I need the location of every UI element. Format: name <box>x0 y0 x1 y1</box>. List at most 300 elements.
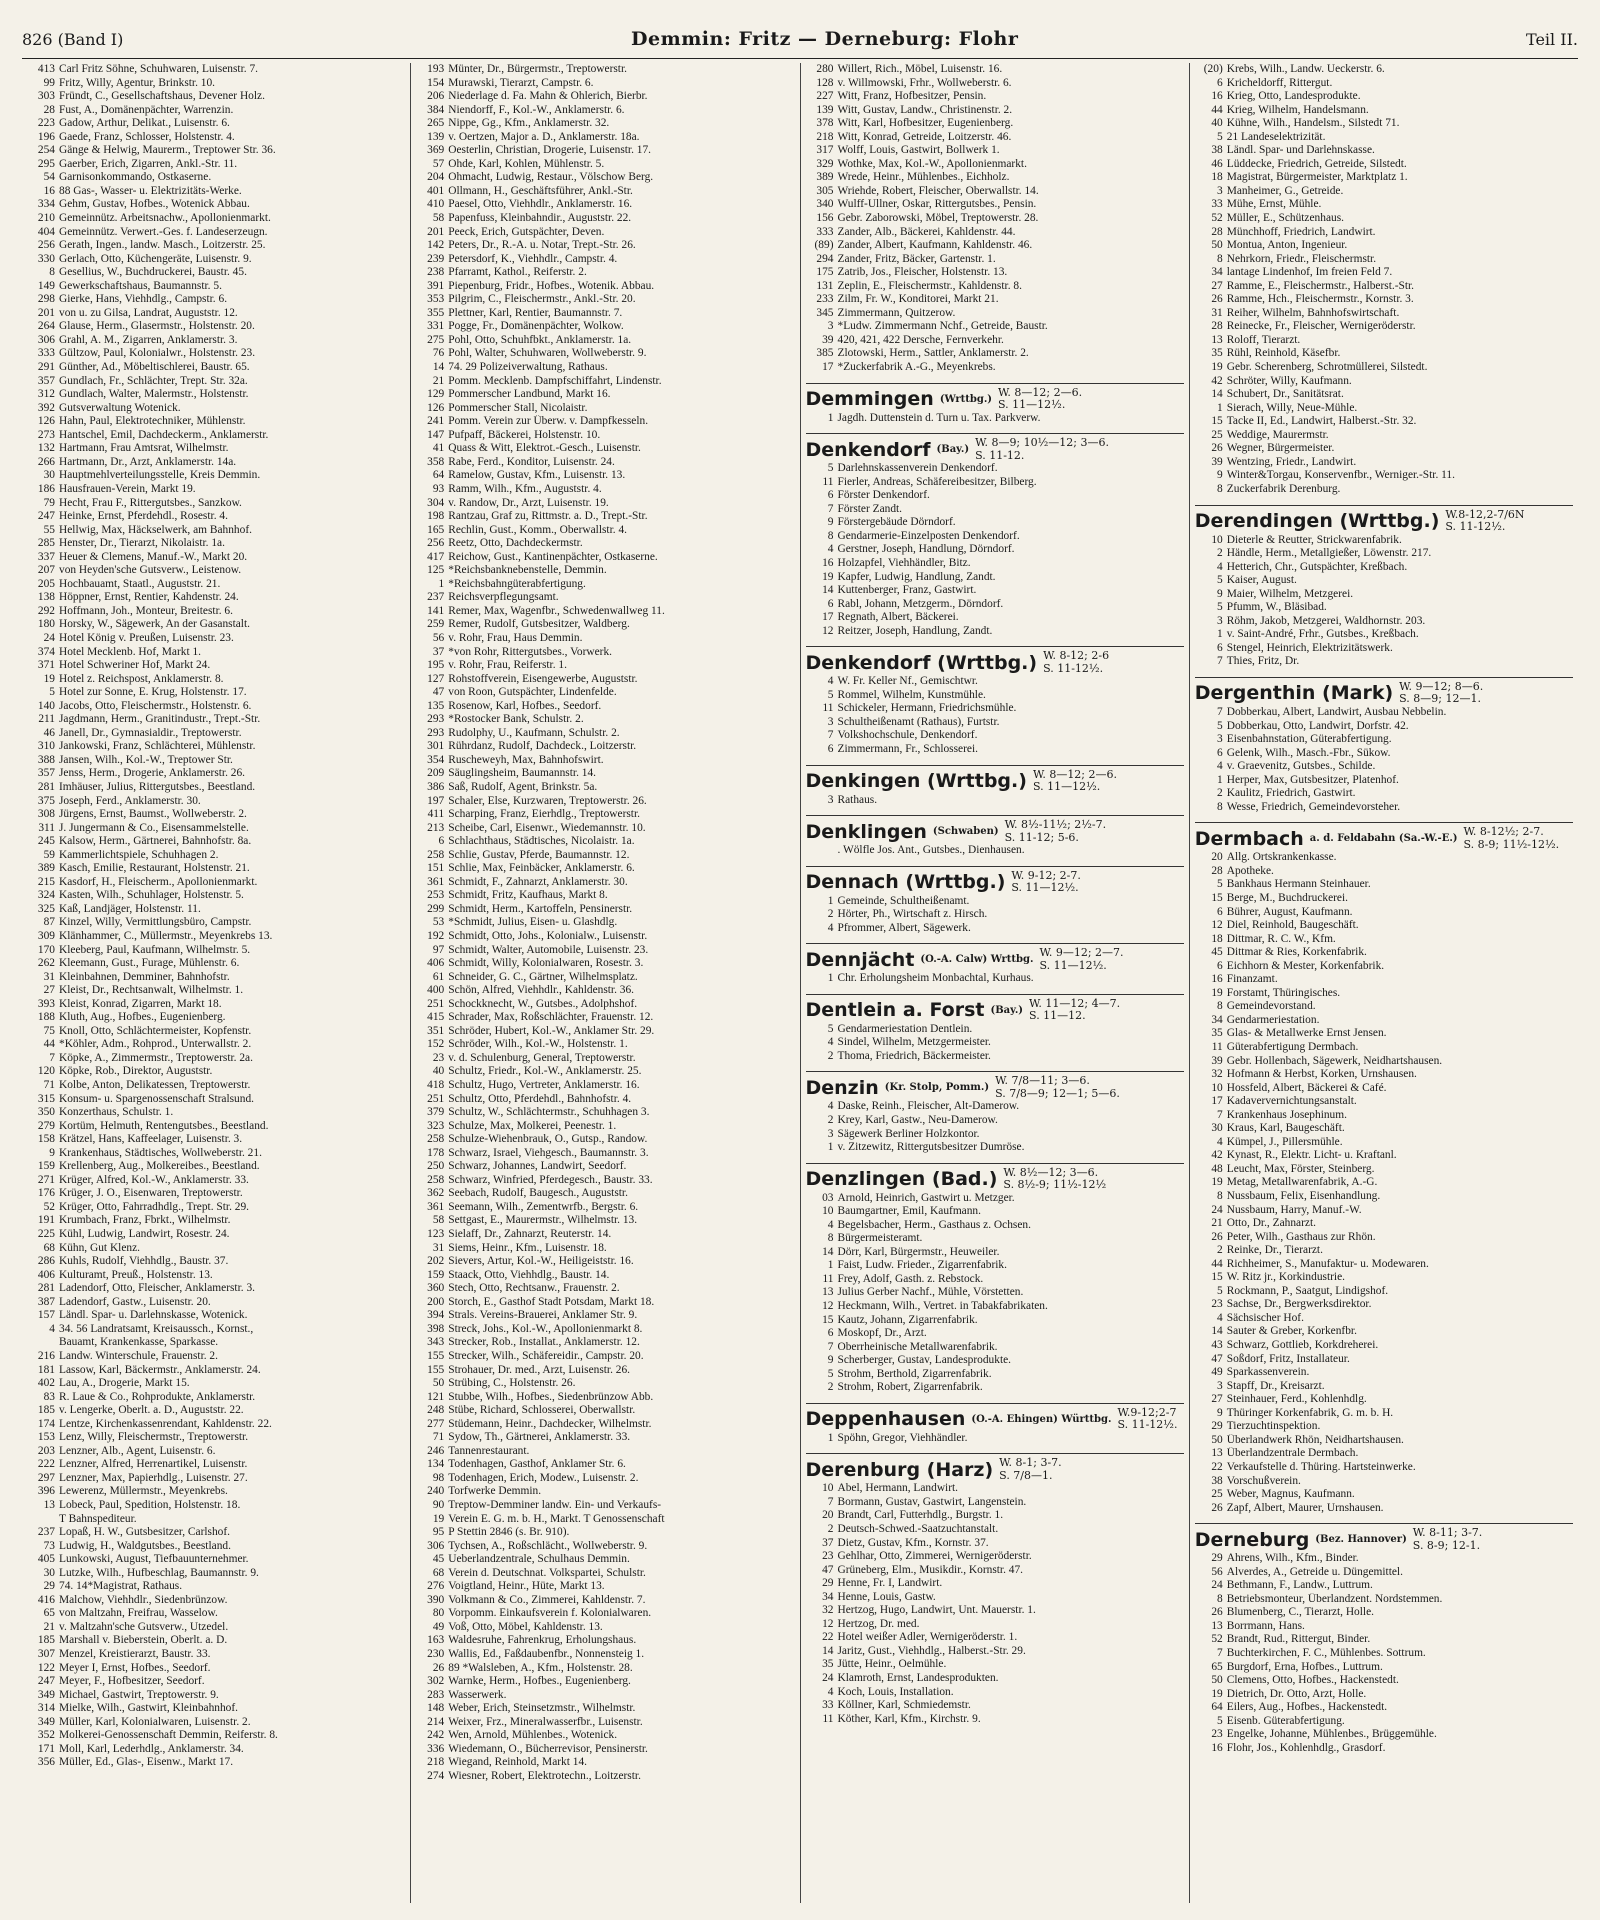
entry-number: 16 <box>822 556 834 569</box>
entry-text: Gelenk, Wilh., Masch.-Fbr., Sükow. <box>1226 746 1391 759</box>
entry-number: 277 <box>427 1417 445 1430</box>
hours-line: S. 11-12½. <box>1117 1418 1178 1432</box>
entry-number: 52 <box>1211 1633 1223 1646</box>
list-item <box>806 239 1184 253</box>
entry-text: Rohstoffverein, Eisengewerbe, Auguststr. <box>448 672 638 685</box>
part-label: Teil II. <box>1526 30 1578 49</box>
entry-text: Kuhls, Rudolf, Viehhdlg., Baustr. 37. <box>59 1255 229 1268</box>
entry-number: 40 <box>432 1065 445 1078</box>
list-item <box>1195 347 1573 361</box>
entry-text: Krieg, Otto, Landesprodukte. <box>1226 90 1361 103</box>
list-item <box>806 1672 1184 1686</box>
entry-text: Hausfrauen-Verein, Markt 19. <box>59 482 196 495</box>
entry-number: 5 <box>827 462 834 475</box>
entry-number: 197 <box>427 794 445 807</box>
entry-number: 19 <box>1211 361 1223 374</box>
entry-number: 196 <box>37 130 55 143</box>
entry-text: Dietrich, Dr. Otto, Arzt, Holle. <box>1226 1687 1367 1700</box>
list-item <box>1195 158 1573 172</box>
entry-text: Torfwerke Demmin. <box>448 1485 542 1498</box>
entry-text: Lenz, Willy, Fleischermstr., Treptowerstr. <box>59 1431 249 1444</box>
entry-text: Pohl, Walter, Schuhwaren, Wollweberstr. 9. <box>448 347 647 360</box>
entry-text: Strohauer, Dr. med., Arzt, Luisenstr. 26. <box>448 1363 631 1376</box>
entry-number: 71 <box>43 1079 55 1092</box>
list-item <box>1195 601 1573 615</box>
entry-number: 251 <box>427 997 445 1010</box>
entry-number: 14 <box>1211 1325 1223 1338</box>
entry-text: Lewerenz, Müllermstr., Meyenkrebs. <box>59 1485 228 1498</box>
entry-text: Roloff, Tierarzt. <box>1226 333 1301 346</box>
entry-text: Krankenhaus Josephinum. <box>1226 1108 1347 1121</box>
entry-number: 371 <box>37 659 55 672</box>
entry-text: Thoma, Friedrich, Bäckermeister. <box>837 1049 991 1062</box>
list-item <box>1195 239 1573 253</box>
entry-number: 369 <box>427 144 445 157</box>
list-item <box>27 1553 405 1567</box>
list-item <box>806 1327 1184 1341</box>
entry-text: Allg. Ortskrankenkasse. <box>1226 851 1337 864</box>
entry-text: Jankowski, Franz, Schlächterei, Mühlenstr. <box>59 740 256 753</box>
entry-number: 406 <box>37 1268 55 1281</box>
list-item <box>416 1336 794 1350</box>
list-item <box>806 1314 1184 1328</box>
entry-number: 251 <box>427 1092 445 1105</box>
entry-number: 61 <box>432 970 445 983</box>
entry-text: Hörter, Ph., Wirtschaft z. Hirsch. <box>837 908 988 921</box>
list-item <box>416 916 794 930</box>
entry-text: Kuttenberger, Franz, Gastwirt. <box>837 584 977 597</box>
section-header <box>1195 826 1573 851</box>
entry-number: 361 <box>427 1200 445 1213</box>
entry-number: 389 <box>816 171 834 184</box>
entry-number: 384 <box>427 103 445 116</box>
section-title: Denkendorf <box>805 438 931 461</box>
entry-text: Todenhagen, Gasthof, Anklamer Str. 6. <box>448 1458 626 1471</box>
entry-text: Stübe, Richard, Schlosserei, Oberwallstr. <box>448 1404 636 1417</box>
entry-number: 198 <box>427 510 445 523</box>
entry-number: 141 <box>427 604 445 617</box>
entry-number: 239 <box>427 252 445 265</box>
entry-text: Henster, Dr., Tierarzt, Nikolaistr. 1a. <box>59 537 225 550</box>
list-item <box>1195 1163 1573 1177</box>
entry-number: 175 <box>816 266 834 279</box>
entry-text: von Roon, Gutspächter, Lindenfelde. <box>448 686 617 699</box>
entry-number: 227 <box>816 90 834 103</box>
list-item <box>1195 320 1573 334</box>
entry-text: Bürgermeisteramt. <box>837 1232 923 1245</box>
place-section <box>806 433 1184 638</box>
list-item <box>1195 1176 1573 1190</box>
entry-number: 13 <box>1211 1619 1223 1632</box>
entry-number: 4 <box>827 1218 834 1231</box>
place-section <box>806 866 1184 936</box>
entry-number: 417 <box>427 550 445 563</box>
list-item <box>416 740 794 754</box>
list-item <box>27 1540 405 1554</box>
entry-number: 306 <box>37 333 55 346</box>
entry-text: Dietz, Gustav, Kfm., Kornstr. 37. <box>837 1536 989 1549</box>
entry-text: Schrader, Max, Roßschlächter, Frauenstr. 12. <box>448 1011 654 1024</box>
entry-text: Schulze-Wiehenbrauk, O., Gutsp., Randow. <box>448 1133 648 1146</box>
entry-number: 2 <box>1217 1244 1223 1257</box>
section-title: Dergenthin (Mark) <box>1194 682 1394 705</box>
section-title: Denzin <box>805 1076 879 1099</box>
entry-text: Weixer, Frz., Mineralwasserfbr., Luisenstr. <box>448 1715 643 1728</box>
list-item <box>416 1580 794 1594</box>
entry-text: Krellenberg, Aug., Molkereibes., Beestland. <box>59 1160 260 1173</box>
place-section <box>806 765 1184 808</box>
entry-number: 19 <box>822 570 834 583</box>
entry-number: 393 <box>37 997 55 1010</box>
list-item <box>1195 1190 1573 1204</box>
list-item <box>416 1689 794 1703</box>
list-item <box>1195 144 1573 158</box>
list-item <box>806 1232 1184 1246</box>
entry-text: Strohm, Berthold, Zigarrenfabrik. <box>837 1367 992 1380</box>
entry-number: 5 <box>1217 574 1223 587</box>
entry-number: 8 <box>1217 252 1223 265</box>
section-header <box>1195 509 1573 534</box>
entry-text: Petersdorf, K., Viehhdlr., Campstr. 4. <box>448 252 618 265</box>
entry-text: Hahn, Paul, Elektrotechniker, Mühlenstr. <box>59 415 246 428</box>
entry-text: v. Lengerke, Oberlt. a. D., Auguststr. 22. <box>59 1404 244 1417</box>
entry-text: Schockknecht, W., Gutsbes., Adolphshof. <box>448 997 638 1010</box>
entry-text: Grahl, A. M., Zigarren, Anklamerstr. 3. <box>59 333 238 346</box>
entry-number: 218 <box>427 1756 445 1769</box>
entry-number: 3 <box>1217 614 1223 627</box>
entry-number: 48 <box>1211 1162 1223 1175</box>
list-item <box>1195 1258 1573 1272</box>
list-item <box>416 862 794 876</box>
list-item <box>806 1523 1184 1537</box>
entry-text: Gehlhar, Otto, Zimmerei, Wernigeröderstr. <box>837 1550 1032 1563</box>
list-item <box>27 198 405 212</box>
entry-text: Hecht, Frau F., Rittergutsbes., Sanzkow. <box>59 496 242 509</box>
entry-text: Kasch, Emilie, Restaurant, Holstenstr. 21. <box>59 862 250 875</box>
list-item <box>416 1025 794 1039</box>
hours-line: W.8-12,2-7/6N <box>1445 507 1525 521</box>
list-item <box>1195 1353 1573 1367</box>
entry-number: 87 <box>43 916 55 929</box>
list-item <box>1195 293 1573 307</box>
entry-number: 15 <box>1211 891 1223 904</box>
list-item <box>27 537 405 551</box>
entry-number: 1 <box>438 577 445 590</box>
entry-text: Stech, Otto, Rechtsanw., Frauenstr. 2. <box>448 1282 620 1295</box>
entry-text: Kühne, Wilh., Handelsm., Silstedt 71. <box>1226 117 1400 130</box>
entry-text: Ramme, E., Fleischermstr., Halberst.-Str. <box>1226 279 1415 292</box>
entry-text: Lopaß, H. W., Gutsbesitzer, Carlshof. <box>59 1526 231 1539</box>
entry-number: 390 <box>427 1593 445 1606</box>
list-item <box>416 307 794 321</box>
entry-number: 303 <box>37 90 55 103</box>
entry-text: Ländl. Spar- u. Darlehnskasse, Wotenick. <box>59 1309 248 1322</box>
entry-number: 178 <box>427 1146 445 1159</box>
entry-text: Schlie, Gustav, Pferde, Baumannstr. 12. <box>448 848 630 861</box>
entry-number: 16 <box>1211 973 1223 986</box>
entry-text: Gesellius, W., Buchdruckerei, Baustr. 45. <box>59 266 247 279</box>
entry-text: Hertzog, Dr. med. <box>837 1617 920 1630</box>
list-item <box>416 1160 794 1174</box>
list-item <box>806 1713 1184 1727</box>
entry-text: Kaiser, August. <box>1226 574 1297 587</box>
list-item <box>27 293 405 307</box>
list-item <box>1195 253 1573 267</box>
entry-text: Magistrat, Bürgermeister, Marktplatz 1. <box>1226 171 1408 184</box>
entry-number: 191 <box>37 1214 55 1227</box>
list-item <box>27 1364 405 1378</box>
entry-number: 97 <box>432 943 445 956</box>
entry-number: 15 <box>822 1313 834 1326</box>
list-item <box>416 727 794 741</box>
list-item <box>27 1228 405 1242</box>
list-item <box>416 1648 794 1662</box>
list-item <box>416 1485 794 1499</box>
entry-number: 139 <box>816 103 834 116</box>
entry-number: 8 <box>1217 482 1223 495</box>
entry-number: 6 <box>1217 746 1223 759</box>
entry-number: 139 <box>427 130 445 143</box>
list-item <box>806 1496 1184 1510</box>
list-item <box>27 754 405 768</box>
entry-text: Schulze, Max, Molkerei, Peenestr. 1. <box>448 1119 617 1132</box>
entry-number: 93 <box>432 482 445 495</box>
entry-text: Hetterich, Chr., Gutspächter, Kreßbach. <box>1226 560 1408 573</box>
entry-number: 20 <box>822 1509 834 1522</box>
entry-number: 302 <box>427 1675 445 1688</box>
list-item <box>416 1431 794 1445</box>
list-item <box>27 1580 405 1594</box>
entry-text: Nussbaum, Harry, Manuf.-W. <box>1226 1203 1362 1216</box>
entry-text: T Bahnspediteur. <box>59 1512 137 1525</box>
entry-number: 35 <box>1211 347 1223 360</box>
entry-number: 388 <box>37 753 55 766</box>
entry-number: 11 <box>1211 1041 1223 1053</box>
list-item <box>416 1499 794 1513</box>
entry-number: 247 <box>37 510 55 523</box>
entry-number: 95 <box>432 1526 445 1539</box>
entry-text: *Ludw. Zimmermann Nchf., Getreide, Baustr. <box>837 320 1048 333</box>
list-item <box>27 1120 405 1134</box>
entry-text: Müller, E., Schützenhaus. <box>1226 212 1344 225</box>
list-item <box>416 469 794 483</box>
list-item <box>416 1364 794 1378</box>
list-item <box>806 1645 1184 1659</box>
list-item <box>27 727 405 741</box>
list-item <box>1195 1231 1573 1245</box>
hours-line: W. 8½—12; 3—6. <box>1003 1165 1099 1179</box>
entry-number: 281 <box>37 1282 55 1295</box>
entry-number: 4 <box>1217 560 1223 573</box>
list-item <box>806 1577 1184 1591</box>
list-item <box>27 984 405 998</box>
list-item <box>1195 1204 1573 1218</box>
entry-text: Saß, Rudolf, Agent, Brinkstr. 5a. <box>448 780 598 793</box>
entry-text: Brandt, Carl, Futterhdlg., Burgstr. 1. <box>837 1509 1004 1522</box>
list-item <box>416 388 794 402</box>
entry-text: Schlie, Max, Feinbäcker, Anklamerstr. 6. <box>448 862 635 875</box>
entry-number: 3 <box>827 320 834 333</box>
entry-text: Vorpomm. Einkaufsverein f. Kolonialwaren. <box>448 1607 652 1620</box>
entry-number: 309 <box>37 930 55 942</box>
entry-number: 65 <box>1211 1660 1223 1673</box>
list-item <box>806 1219 1184 1233</box>
entry-text: Jansen, Wilh., Kol.-W., Treptower Str. <box>59 753 233 766</box>
entry-text: Seebach, Rudolf, Baugesch., Auguststr. <box>448 1187 628 1200</box>
list-item <box>27 605 405 619</box>
entry-text: Förster Zandt. <box>837 502 903 515</box>
section-title: Derenburg (Harz) <box>805 1458 994 1481</box>
entry-number: 12 <box>822 1617 834 1630</box>
list-item <box>416 375 794 389</box>
entry-text: 74. 14*Magistrat, Rathaus. <box>59 1580 183 1593</box>
entry-text: Voigtland, Heinr., Hüte, Markt 13. <box>448 1580 605 1593</box>
place-section <box>806 994 1184 1064</box>
list-item <box>1195 1000 1573 1014</box>
column-3 <box>801 63 1190 1903</box>
list-item <box>27 1025 405 1039</box>
list-item <box>27 1255 405 1269</box>
entry-text: Dobberkau, Albert, Landwirt, Ausbau Nebbelin. <box>1226 705 1447 718</box>
hours-line: W. 9—12; 8—6. <box>1399 679 1484 693</box>
list-item <box>1195 1742 1573 1756</box>
list-item <box>27 77 405 91</box>
entry-number: 307 <box>37 1647 55 1660</box>
entry-text: Zimmermann, Quitzerow. <box>837 306 956 319</box>
entry-text: Förstergebäude Dörndorf. <box>837 516 956 529</box>
entry-number: 17 <box>822 361 834 374</box>
list-item <box>27 971 405 985</box>
entry-text: Winter&Torgau, Konservenfbr., Werniger.-Str. 11. <box>1226 469 1455 482</box>
entry-number: 340 <box>816 198 834 211</box>
entry-number: 163 <box>427 1634 445 1647</box>
list-item <box>416 483 794 497</box>
entry-text: Papenfuss, Kleinbahndir., Auguststr. 22. <box>448 212 632 225</box>
list-item <box>416 1716 794 1730</box>
entry-number: 120 <box>37 1065 55 1078</box>
entry-number: 207 <box>37 564 55 577</box>
entry-text: Hossfeld, Albert, Bäckerei & Café. <box>1226 1081 1387 1094</box>
entry-number: 7 <box>827 729 834 742</box>
entry-text: Gemeindevorstand. <box>1226 1000 1316 1013</box>
list-item <box>416 1242 794 1256</box>
entry-number: 5 <box>1217 878 1223 891</box>
list-item <box>416 1350 794 1364</box>
entry-text: Siems, Heinr., Kfm., Luisenstr. 18. <box>448 1241 607 1254</box>
entry-text: Kortüm, Helmuth, Rentengutsbes., Beestland. <box>59 1119 269 1132</box>
entry-number: 59 <box>43 848 55 861</box>
entry-number: 18 <box>1211 932 1223 945</box>
list-item <box>1195 933 1573 947</box>
entry-text: Hofmann & Herbst, Korken, Urnshausen. <box>1226 1068 1417 1081</box>
entry-number: 3 <box>827 715 834 728</box>
entry-number: 402 <box>37 1377 55 1390</box>
entry-text: Zilm, Fr. W., Konditorei, Markt 21. <box>837 293 999 306</box>
list-item <box>1195 1082 1573 1096</box>
entry-text: Staack, Otto, Viehhdlg., Baustr. 14. <box>448 1268 610 1281</box>
list-item <box>416 1675 794 1689</box>
section-title: Dennjächt <box>805 948 915 971</box>
list-item <box>1195 1475 1573 1489</box>
entry-number: 75 <box>43 1024 55 1037</box>
entry-number: 1 <box>827 411 834 424</box>
entry-text: Stengel, Heinrich, Elektrizitätswerk. <box>1226 641 1393 654</box>
section-subtitle: (Schwaben) <box>932 826 999 838</box>
entry-number: 1 <box>1217 401 1223 414</box>
entry-number: 4 <box>827 1685 834 1698</box>
entry-text: Jürgens, Ernst, Baumst., Wollweberstr. 2. <box>59 808 247 821</box>
entry-number: 49 <box>432 1620 445 1633</box>
list-item <box>1195 1244 1573 1258</box>
list-item <box>27 1702 405 1716</box>
entry-text: Schubert, Dr., Sanitätsrat. <box>1226 388 1344 401</box>
list-item <box>416 212 794 226</box>
entry-text: Peeck, Erich, Gutspächter, Deven. <box>448 225 605 238</box>
list-item <box>416 1323 794 1337</box>
list-item <box>27 849 405 863</box>
entry-number: 1 <box>827 972 834 985</box>
entry-number: 5 <box>1217 719 1223 732</box>
entry-number: 247 <box>37 1675 55 1688</box>
entry-number: 43 <box>1211 1339 1223 1352</box>
entry-number: 27 <box>1211 279 1223 292</box>
entry-text: Nehrkorn, Friedr., Fleischermstr. <box>1226 252 1377 265</box>
list-item <box>27 591 405 605</box>
entry-text: Lobeck, Paul, Spedition, Holstenstr. 18. <box>59 1498 241 1511</box>
entry-text: Händle, Herm., Metallgießer, Löwenstr. 217. <box>1226 547 1432 560</box>
entry-text: Quass & Witt, Elektrot.-Gesch., Luisenstr. <box>448 442 641 455</box>
entry-number: 39 <box>822 333 834 346</box>
entry-number: 6 <box>438 835 445 848</box>
list-item <box>416 944 794 958</box>
entry-text: Gaerber, Erich, Zigarren, Ankl.-Str. 11. <box>59 157 238 170</box>
entry-text: von Heyden'sche Gutsverw., Leistenow. <box>59 564 242 577</box>
entry-text: Lassow, Karl, Bäckermstr., Anklamerstr. 24. <box>59 1363 261 1376</box>
entry-number: 394 <box>427 1309 445 1322</box>
entry-text: Hantschel, Emil, Dachdeckerm., Anklamerstr. <box>59 428 269 441</box>
entry-number: 24 <box>1211 1579 1223 1592</box>
entry-number: 32 <box>822 1604 834 1617</box>
list-item <box>416 1621 794 1635</box>
list-item <box>416 1594 794 1608</box>
entry-number: 362 <box>427 1187 445 1200</box>
entry-text: Bankhaus Hermann Steinhauer. <box>1226 878 1371 891</box>
entry-number: 375 <box>37 794 55 807</box>
list-item <box>27 659 405 673</box>
entry-number: 240 <box>427 1485 445 1498</box>
entry-text: Carl Fritz Söhne, Schuhwaren, Luisenstr. 7. <box>59 63 258 75</box>
section-subtitle: (Bez. Hannover) <box>1315 1534 1407 1546</box>
list-item <box>27 117 405 131</box>
entry-number: 21 <box>43 1620 55 1633</box>
entry-number: 311 <box>38 821 55 834</box>
hours-line: S. 11-12. <box>975 448 1025 462</box>
list-item <box>416 903 794 917</box>
list-item <box>1195 720 1573 734</box>
entry-text: Ländl. Spar- und Darlehnskasse. <box>1226 144 1375 157</box>
list-item <box>27 1716 405 1730</box>
entry-number: 13 <box>1211 333 1223 346</box>
section-title: Dentlein a. Forst <box>805 999 985 1022</box>
list-item <box>27 808 405 822</box>
column-2 <box>411 63 800 1903</box>
entry-number: 28 <box>1211 225 1223 238</box>
list-item <box>1195 77 1573 91</box>
entry-text: Baumgartner, Emil, Kaufmann. <box>837 1205 981 1218</box>
list-item <box>416 347 794 361</box>
entry-text: Jütte, Heinr., Oelmühle. <box>837 1658 947 1671</box>
list-item <box>416 1391 794 1405</box>
